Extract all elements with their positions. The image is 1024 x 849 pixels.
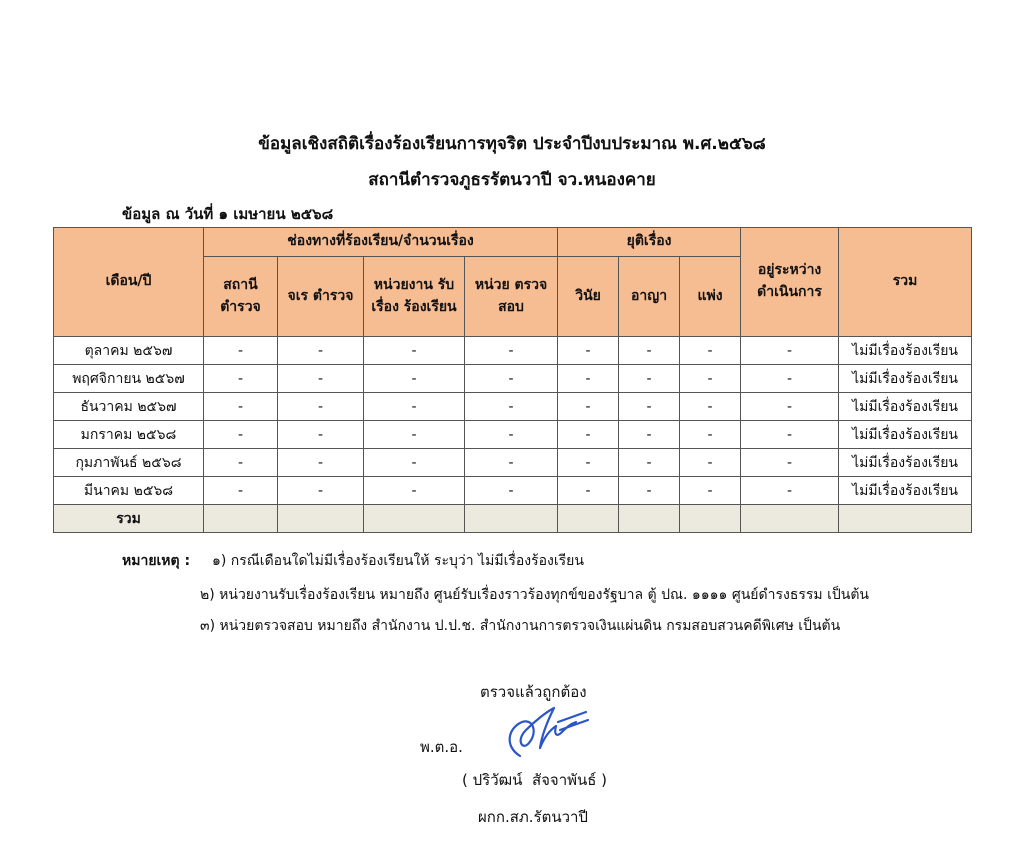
complaint-statistics-table (53, 227, 972, 533)
row-cell: - (278, 365, 364, 393)
row-result: ไม่มีเรื่องร้องเรียน (839, 337, 972, 365)
note-3: ๓) หน่วยตรวจสอบ หมายถึง สำนักงาน ป.ป.ช. สำนักงานการตรวจเงินแผ่นดิน กรมสอบสวนคดีพิเศษ เป็นต้น (200, 618, 841, 634)
row-cell: - (465, 393, 558, 421)
header-total: รวม (839, 228, 972, 337)
row-cell: - (364, 477, 465, 505)
row-cell: - (364, 337, 465, 365)
officer-position: ผกก.สภ.รัตนวาปี (478, 808, 588, 826)
row-cell: - (741, 449, 839, 477)
row-cell: - (680, 365, 741, 393)
row-cell: - (204, 477, 278, 505)
table-row (54, 365, 972, 393)
row-cell: - (465, 337, 558, 365)
row-result: ไม่มีเรื่องร้องเรียน (839, 365, 972, 393)
row-cell: - (558, 337, 619, 365)
header-complaint-unit: หน่วยงาน รับเรื่อง ร้องเรียน (364, 257, 465, 337)
row-month: มีนาคม ๒๕๖๘ (54, 477, 204, 505)
row-cell: - (680, 337, 741, 365)
row-cell: - (680, 421, 741, 449)
row-cell: - (465, 477, 558, 505)
header-patrol-inspector: จเร ตำรวจ (278, 257, 364, 337)
row-cell: - (278, 477, 364, 505)
document-title: ข้อมูลเชิงสถิติเรื่องร้องเรียนการทุจริต ประจำปีงบประมาณ พ.ศ.๒๕๖๘ (258, 134, 766, 154)
table-row (54, 449, 972, 477)
row-cell: - (741, 365, 839, 393)
row-cell: - (364, 449, 465, 477)
row-cell: - (741, 393, 839, 421)
row-cell: - (558, 365, 619, 393)
officer-rank: พ.ต.อ. (420, 738, 463, 756)
notes-label: หมายเหตุ : (122, 553, 191, 569)
note-1: ๑) กรณีเดือนใดไม่มีเรื่องร้องเรียนให้ ระบุว่า ไม่มีเรื่องร้องเรียน (212, 553, 584, 569)
row-cell: - (619, 477, 680, 505)
row-month: กุมภาพันธ์ ๒๕๖๘ (54, 449, 204, 477)
row-result: ไม่มีเรื่องร้องเรียน (839, 421, 972, 449)
row-cell: - (278, 449, 364, 477)
note-2: ๒) หน่วยงานรับเรื่องร้องเรียน หมายถึง ศูนย์รับเรื่องราวร้องทุกข์ของรัฐบาล ตู้ ปณ. ๑๑๑๑ ศูนย์ดำรงธรรม เป็นต้น (200, 587, 869, 603)
verified-label: ตรวจแล้วถูกต้อง (480, 683, 587, 701)
header-concluded-group: ยุติเรื่อง (558, 228, 741, 257)
row-cell: - (465, 365, 558, 393)
row-result: ไม่มีเรื่องร้องเรียน (839, 393, 972, 421)
table-body (54, 337, 972, 505)
row-result: ไม่มีเรื่องร้องเรียน (839, 477, 972, 505)
header-audit-unit: หน่วย ตรวจสอบ (465, 257, 558, 337)
header-civil: แพ่ง (680, 257, 741, 337)
row-cell: - (364, 421, 465, 449)
table-row (54, 393, 972, 421)
as-of-date: ข้อมูล ณ วันที่ ๑ เมษายน ๒๕๖๘ (122, 205, 334, 223)
row-result: ไม่มีเรื่องร้องเรียน (839, 449, 972, 477)
row-cell: - (680, 449, 741, 477)
header-channels-group: ช่องทางที่ร้องเรียน/จำนวนเรื่อง (204, 228, 558, 257)
header-criminal: อาญา (619, 257, 680, 337)
row-cell: - (204, 365, 278, 393)
row-cell: - (278, 421, 364, 449)
row-cell: - (558, 421, 619, 449)
row-cell: - (204, 393, 278, 421)
table-row (54, 337, 972, 365)
total-row (54, 505, 972, 533)
row-month: ธันวาคม ๒๕๖๗ (54, 393, 204, 421)
signature-stroke (510, 708, 588, 756)
header-discipline: วินัย (558, 257, 619, 337)
row-cell: - (204, 421, 278, 449)
row-cell: - (619, 365, 680, 393)
row-cell: - (204, 449, 278, 477)
row-cell: - (741, 421, 839, 449)
row-cell: - (619, 393, 680, 421)
row-cell: - (558, 477, 619, 505)
document-subtitle: สถานีตำรวจภูธรรัตนวาปี จว.หนองคาย (368, 170, 656, 190)
row-cell: - (680, 393, 741, 421)
row-cell: - (619, 337, 680, 365)
row-month: พฤศจิกายน ๒๕๖๗ (54, 365, 204, 393)
row-cell: - (558, 393, 619, 421)
row-cell: - (741, 477, 839, 505)
row-month: มกราคม ๒๕๖๘ (54, 421, 204, 449)
row-cell: - (558, 449, 619, 477)
signature (500, 700, 590, 770)
row-cell: - (364, 393, 465, 421)
row-cell: - (619, 449, 680, 477)
officer-name: ( ปริวัฒน์ สัจจาพันธ์ ) (462, 771, 608, 789)
row-cell: - (278, 393, 364, 421)
total-label: รวม (54, 505, 204, 533)
row-cell: - (680, 477, 741, 505)
row-cell: - (619, 421, 680, 449)
row-cell: - (465, 421, 558, 449)
row-cell: - (204, 337, 278, 365)
row-cell: - (278, 337, 364, 365)
row-cell: - (364, 365, 465, 393)
row-cell: - (465, 449, 558, 477)
header-month: เดือน/ปี (54, 228, 204, 337)
row-cell: - (741, 337, 839, 365)
header-pending: อยู่ระหว่าง ดำเนินการ (741, 228, 839, 337)
header-station: สถานี ตำรวจ (204, 257, 278, 337)
table-row (54, 421, 972, 449)
row-month: ตุลาคม ๒๕๖๗ (54, 337, 204, 365)
table-row (54, 477, 972, 505)
